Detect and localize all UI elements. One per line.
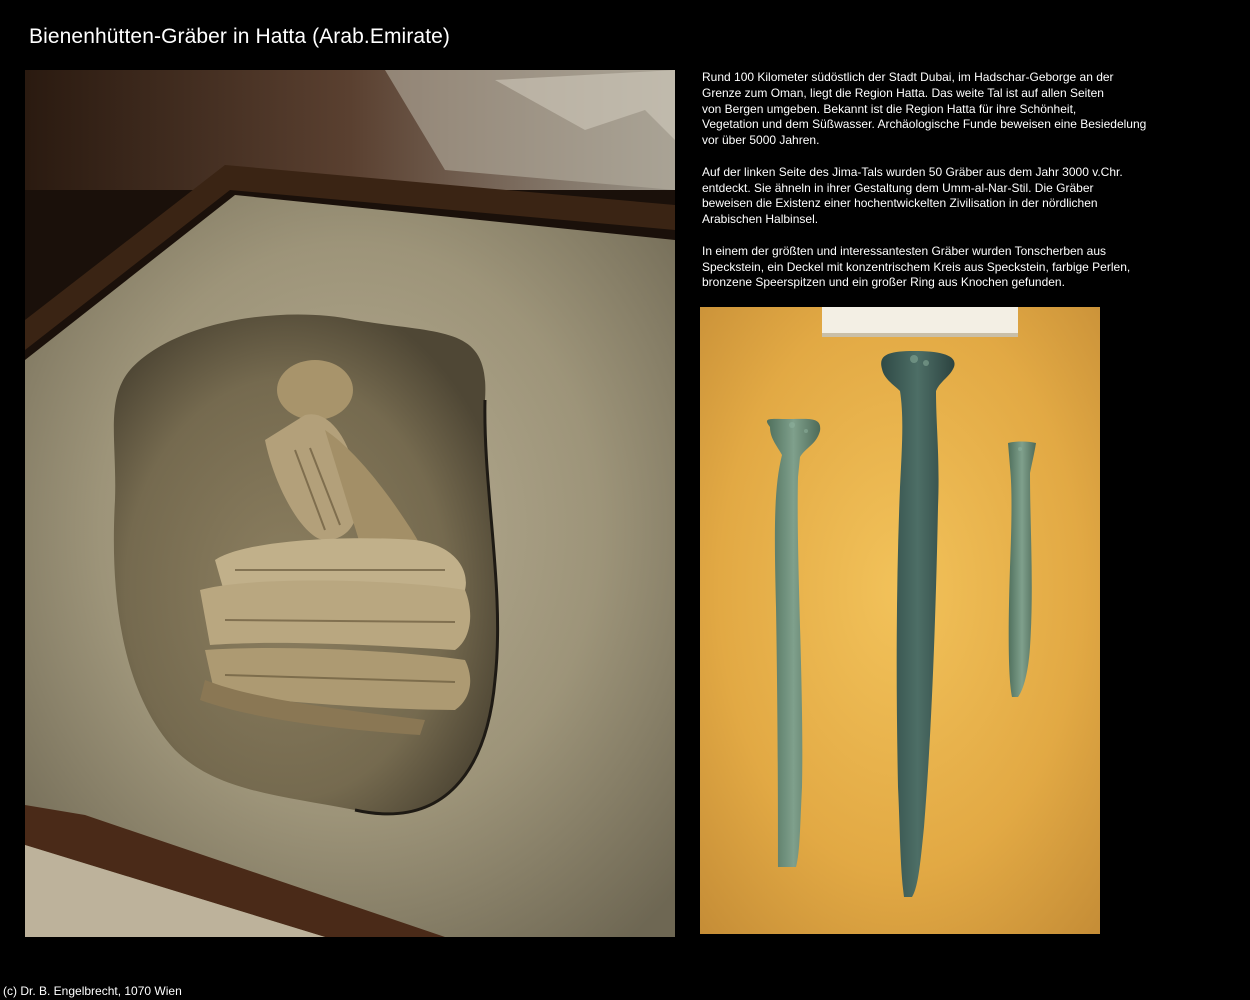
paragraph: In einem der größten und interessantesten Gräber wurden Tonscherben aus Speckstein, ein Deckel mit konzentrischem Kreis aus Speckstein, farbige Perlen, bronzene Speerspitzen und ein großer Ring aus Knochen gefunden. xyxy=(702,243,1131,290)
copyright-footer: (c) Dr. B. Engelbrecht, 1070 Wien xyxy=(3,984,182,998)
paragraph: Rund 100 Kilometer südöstlich der Stadt Dubai, im Hadschar-Geborge an der Grenze zum Oman, liegt die Region Hatta. Das weite Tal ist auf allen Seiten von Bergen umgeben. Bekannt ist die Region Hatta für ihre Schönheit, Vegetation und dem Süßwasser. Archäologische Funde beweisen eine Besiedelung vor über 5000 Jahren. xyxy=(702,70,1147,148)
paragraph: Auf der linken Seite des Jima-Tals wurden 50 Gräber aus dem Jahr 3000 v.Chr. entdeckt. Sie ähneln in ihrer Gestaltung dem Umm-al-Nar-Stil. Die Gräber beweisen die Existenz einer hochentwickelten Zivilisation in der nördlichen Arabischen Halbinsel. xyxy=(702,164,1123,227)
page-title: Bienenhütten-Gräber in Hatta (Arab.Emirate) xyxy=(29,25,450,48)
burial-skeleton-photo xyxy=(25,70,675,937)
description-text xyxy=(702,70,1172,307)
bronze-spearheads-photo xyxy=(700,307,1100,934)
